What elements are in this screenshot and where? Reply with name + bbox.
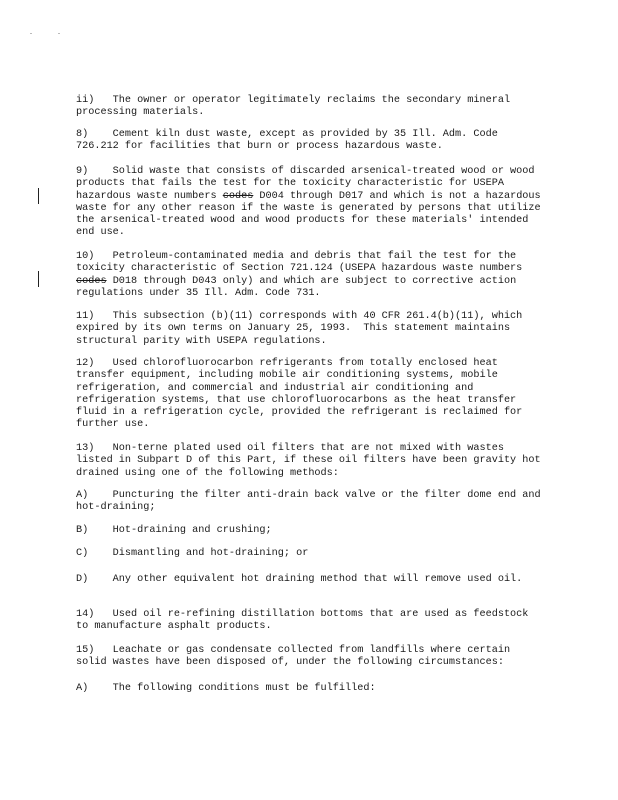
scan-speck: [58, 33, 60, 34]
paragraph-13-B: B) Hot-draining and crushing;: [76, 525, 272, 536]
revision-bar: [38, 271, 39, 287]
paragraph-9: [76, 166, 546, 240]
scan-speck: [30, 33, 32, 34]
revision-bar: [38, 188, 39, 204]
paragraph-14: 14) Used oil re-refining distillation bottoms that are used as feedstock to manufacture asphalt products.: [76, 609, 535, 633]
paragraph-8: 8) Cement kiln dust waste, except as provided by 35 Ill. Adm. Code 726.212 for facilities that burn or process hazardous waste.: [76, 129, 504, 153]
paragraph-9-text-a: 9) Solid waste that consists of discarded arsenical-treated wood or wood products that fails the test for the toxicity characteristic for USEPA hazardous waste numbers: [76, 166, 541, 202]
paragraph-13: 13) Non-terne plated used oil filters that are not mixed with wastes listed in Subpart D of this Part, if these oil filters have been gravity hot drained using one of the following methods:: [76, 443, 547, 479]
paragraph-10-text-a: 10) Petroleum-contaminated media and debris that fail the test for the toxicity characteristic of Section 721.124 (USEPA hazardous waste numbers: [76, 251, 529, 275]
paragraph-10-text-b: D018 through D043 only) and which are subject to corrective action regulations under 35 Ill. Adm. Code 731.: [76, 275, 523, 299]
paragraph-15-A: A) The following conditions must be fulfilled:: [76, 683, 376, 694]
paragraph-9-deleted-text: codes: [222, 190, 254, 202]
paragraph-13-C: C) Dismantling and hot-draining; or: [76, 548, 309, 559]
paragraph-9-text-b: D004 through D017 and which is not a hazardous waste for any other reason if the waste is generated by persons that utilize the arsenical-treated wood and wood products for these materials' intended end use.: [76, 190, 547, 239]
paragraph-15: 15) Leachate or gas condensate collected from landfills where certain solid wastes have been disposed of, under the following circumstances:: [76, 645, 517, 669]
paragraph-11: 11) This subsection (b)(11) corresponds with 40 CFR 261.4(b)(11), which expired by its own terms on January 25, 1993. This statement maintains structural parity with USEPA regulations.: [76, 311, 529, 347]
paragraph-13-D: D) Any other equivalent hot draining method that will remove used oil.: [76, 574, 523, 585]
paragraph-10: [76, 251, 546, 300]
paragraph-13-A: A) Puncturing the filter anti-drain back valve or the filter dome end and hot-draining;: [76, 490, 547, 514]
paragraph-12: 12) Used chlorofluorocarbon refrigerants from totally enclosed heat transfer equipment, including mobile air conditioning systems, mobile refrigeration, and commercial and industrial air conditioning and refrigeration systems, that use chlorofluorocarbons as the heat transfer fluid in a refrigeration cycle, provided the refrigerant is reclaimed for further use.: [76, 358, 529, 431]
paragraph-ii: ii) The owner or operator legitimately reclaims the secondary mineral processing materials.: [76, 95, 517, 119]
paragraph-10-deleted-text: codes: [76, 275, 107, 287]
